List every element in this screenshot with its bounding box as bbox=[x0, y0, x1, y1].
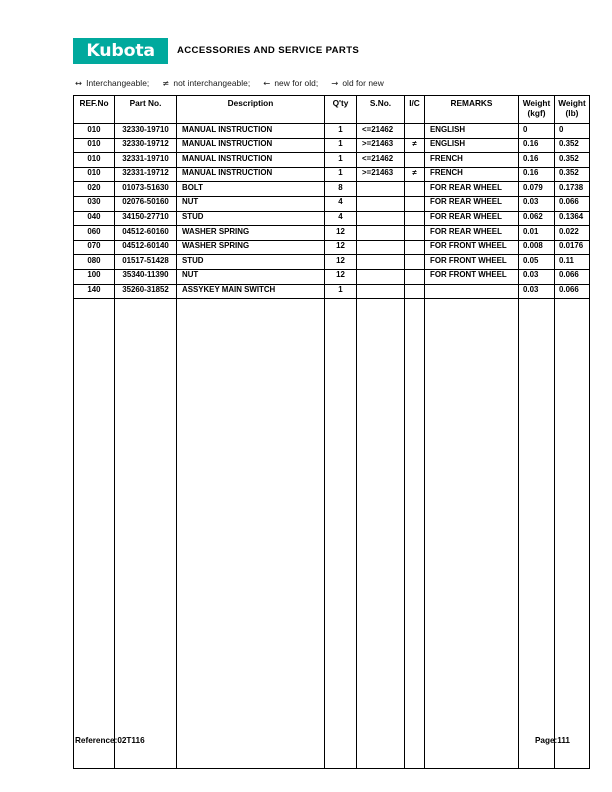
cell-part-no: 04512-60140 bbox=[115, 240, 177, 255]
column-header-description-label: Description bbox=[227, 98, 274, 108]
cell-empty bbox=[325, 299, 357, 769]
cell-ref-no: 070 bbox=[74, 240, 115, 255]
table-header-row bbox=[74, 96, 590, 124]
column-header-s-no-label: S.No. bbox=[369, 98, 392, 108]
cell-ref-no: 010 bbox=[74, 138, 115, 153]
cell-ic bbox=[405, 196, 425, 211]
cell-qty: 1 bbox=[325, 138, 357, 153]
cell-weight-lb: 0.1364 bbox=[555, 211, 590, 226]
table-row bbox=[74, 167, 590, 182]
table-row bbox=[74, 138, 590, 153]
cell-empty bbox=[74, 299, 115, 769]
cell-description: MANUAL INSTRUCTION bbox=[177, 138, 325, 153]
column-header-weight-kgf-unit: (kgf) bbox=[527, 107, 546, 118]
table-body bbox=[74, 124, 590, 769]
cell-weight-lb: 0.11 bbox=[555, 255, 590, 270]
table-row bbox=[74, 211, 590, 226]
cell-ref-no: 080 bbox=[74, 255, 115, 270]
cell-remarks: FOR FRONT WHEEL bbox=[425, 240, 519, 255]
cell-weight-lb: 0.066 bbox=[555, 269, 590, 284]
kubota-logo bbox=[73, 38, 168, 64]
cell-ref-no: 140 bbox=[74, 284, 115, 299]
cell-weight-lb: 0.022 bbox=[555, 226, 590, 241]
table-row bbox=[74, 284, 590, 299]
cell-ic bbox=[405, 153, 425, 168]
column-header-remarks bbox=[425, 96, 519, 124]
cell-s-no: <=21462 bbox=[357, 153, 405, 168]
cell-part-no: 32330-19712 bbox=[115, 138, 177, 153]
cell-remarks: FOR REAR WHEEL bbox=[425, 211, 519, 226]
table-row bbox=[74, 182, 590, 197]
cell-remarks: FOR FRONT WHEEL bbox=[425, 255, 519, 270]
table-row bbox=[74, 255, 590, 270]
cell-part-no: 32330-19710 bbox=[115, 124, 177, 139]
cell-s-no bbox=[357, 240, 405, 255]
cell-remarks: FOR REAR WHEEL bbox=[425, 182, 519, 197]
interchangeable-icon: ↔ bbox=[75, 78, 83, 88]
cell-empty bbox=[115, 299, 177, 769]
footer-reference: Reference:02T116 bbox=[75, 736, 145, 745]
column-header-s-no bbox=[357, 96, 405, 124]
cell-qty: 1 bbox=[325, 153, 357, 168]
cell-weight-lb: 0.0176 bbox=[555, 240, 590, 255]
table-row bbox=[74, 269, 590, 284]
cell-remarks: FOR REAR WHEEL bbox=[425, 226, 519, 241]
cell-empty bbox=[177, 299, 325, 769]
cell-s-no bbox=[357, 211, 405, 226]
cell-description: NUT bbox=[177, 196, 325, 211]
new-for-old-icon: ← bbox=[263, 78, 271, 88]
cell-empty bbox=[405, 299, 425, 769]
cell-empty bbox=[425, 299, 519, 769]
column-header-weight-lb-label: Weight bbox=[558, 98, 586, 108]
cell-part-no: 02076-50160 bbox=[115, 196, 177, 211]
cell-weight-kgf: 0.16 bbox=[519, 138, 555, 153]
cell-ref-no: 060 bbox=[74, 226, 115, 241]
column-header-weight-kgf-label: Weight bbox=[522, 98, 551, 108]
cell-ref-no: 010 bbox=[74, 124, 115, 139]
cell-weight-lb: 0.352 bbox=[555, 167, 590, 182]
cell-weight-kgf: 0.03 bbox=[519, 196, 555, 211]
cell-part-no: 32331-19710 bbox=[115, 153, 177, 168]
cell-ic bbox=[405, 211, 425, 226]
cell-part-no: 01073-51630 bbox=[115, 182, 177, 197]
cell-ic bbox=[405, 255, 425, 270]
cell-weight-lb: 0.066 bbox=[555, 284, 590, 299]
table-filler-row bbox=[74, 299, 590, 769]
cell-description: BOLT bbox=[177, 182, 325, 197]
cell-qty: 1 bbox=[325, 167, 357, 182]
cell-weight-lb: 0.352 bbox=[555, 138, 590, 153]
cell-qty: 4 bbox=[325, 196, 357, 211]
cell-description: ASSYKEY MAIN SWITCH bbox=[177, 284, 325, 299]
cell-description: STUD bbox=[177, 255, 325, 270]
cell-qty: 12 bbox=[325, 240, 357, 255]
cell-qty: 1 bbox=[325, 284, 357, 299]
cell-weight-kgf: 0.008 bbox=[519, 240, 555, 255]
table-header bbox=[74, 96, 590, 124]
cell-s-no bbox=[357, 255, 405, 270]
cell-s-no: <=21462 bbox=[357, 124, 405, 139]
cell-s-no bbox=[357, 226, 405, 241]
cell-qty: 8 bbox=[325, 182, 357, 197]
column-header-qty bbox=[325, 96, 357, 124]
cell-weight-lb: 0.066 bbox=[555, 196, 590, 211]
cell-remarks: FOR REAR WHEEL bbox=[425, 196, 519, 211]
cell-remarks: FRENCH bbox=[425, 153, 519, 168]
cell-qty: 12 bbox=[325, 226, 357, 241]
cell-s-no bbox=[357, 182, 405, 197]
column-header-ic bbox=[405, 96, 425, 124]
cell-description: WASHER SPRING bbox=[177, 226, 325, 241]
table-row bbox=[74, 196, 590, 211]
column-header-part-no-label: Part No. bbox=[129, 98, 162, 108]
cell-s-no bbox=[357, 196, 405, 211]
old-for-new-icon: → bbox=[331, 78, 339, 88]
cell-weight-kgf: 0.03 bbox=[519, 284, 555, 299]
column-header-remarks-label: REMARKS bbox=[450, 98, 493, 108]
cell-ref-no: 100 bbox=[74, 269, 115, 284]
cell-weight-kgf: 0.079 bbox=[519, 182, 555, 197]
cell-weight-kgf: 0.16 bbox=[519, 167, 555, 182]
column-header-ic-label: I/C bbox=[409, 98, 420, 108]
cell-ref-no: 040 bbox=[74, 211, 115, 226]
cell-remarks: FOR FRONT WHEEL bbox=[425, 269, 519, 284]
legend-label-interchangeable: Interchangeable; bbox=[86, 78, 150, 88]
table-row bbox=[74, 153, 590, 168]
cell-ic: ≠ bbox=[405, 138, 425, 153]
cell-description: MANUAL INSTRUCTION bbox=[177, 167, 325, 182]
cell-s-no: >=21463 bbox=[357, 167, 405, 182]
column-header-weight-kgf bbox=[519, 96, 555, 124]
cell-s-no bbox=[357, 269, 405, 284]
cell-description: MANUAL INSTRUCTION bbox=[177, 153, 325, 168]
cell-weight-kgf: 0.062 bbox=[519, 211, 555, 226]
cell-weight-kgf: 0.03 bbox=[519, 269, 555, 284]
cell-weight-kgf: 0.05 bbox=[519, 255, 555, 270]
cell-empty bbox=[519, 299, 555, 769]
cell-description: STUD bbox=[177, 211, 325, 226]
interchange-legend bbox=[75, 78, 384, 88]
cell-part-no: 35260-31852 bbox=[115, 284, 177, 299]
cell-remarks: FRENCH bbox=[425, 167, 519, 182]
cell-part-no: 34150-27710 bbox=[115, 211, 177, 226]
column-header-description bbox=[177, 96, 325, 124]
cell-ic bbox=[405, 240, 425, 255]
cell-weight-kgf: 0.01 bbox=[519, 226, 555, 241]
cell-ref-no: 030 bbox=[74, 196, 115, 211]
cell-ic bbox=[405, 269, 425, 284]
cell-ref-no: 010 bbox=[74, 153, 115, 168]
legend-label-new-for-old: new for old; bbox=[274, 78, 319, 88]
column-header-ref-no-label: REF.No bbox=[79, 98, 109, 108]
cell-weight-lb: 0.1738 bbox=[555, 182, 590, 197]
cell-weight-kgf: 0 bbox=[519, 124, 555, 139]
page-header bbox=[73, 36, 570, 70]
cell-remarks bbox=[425, 284, 519, 299]
cell-part-no: 35340-11390 bbox=[115, 269, 177, 284]
cell-qty: 12 bbox=[325, 269, 357, 284]
column-header-qty-label: Q'ty bbox=[332, 98, 349, 108]
cell-description: NUT bbox=[177, 269, 325, 284]
legend-label-not-interchangeable: not interchangeable; bbox=[173, 78, 251, 88]
cell-qty: 12 bbox=[325, 255, 357, 270]
column-header-ref-no bbox=[74, 96, 115, 124]
not-interchangeable-icon: ≠ bbox=[162, 78, 170, 88]
cell-qty: 4 bbox=[325, 211, 357, 226]
cell-empty bbox=[555, 299, 590, 769]
page-title: ACCESSORIES AND SERVICE PARTS bbox=[177, 45, 360, 56]
cell-remarks: ENGLISH bbox=[425, 138, 519, 153]
cell-s-no: >=21463 bbox=[357, 138, 405, 153]
cell-weight-kgf: 0.16 bbox=[519, 153, 555, 168]
table-row bbox=[74, 240, 590, 255]
cell-ic bbox=[405, 226, 425, 241]
cell-ref-no: 020 bbox=[74, 182, 115, 197]
cell-part-no: 01517-51428 bbox=[115, 255, 177, 270]
parts-table bbox=[73, 95, 590, 769]
column-header-weight-lb bbox=[555, 96, 590, 124]
cell-weight-lb: 0.352 bbox=[555, 153, 590, 168]
column-header-part-no bbox=[115, 96, 177, 124]
cell-ic bbox=[405, 182, 425, 197]
cell-description: MANUAL INSTRUCTION bbox=[177, 124, 325, 139]
cell-ic bbox=[405, 284, 425, 299]
cell-remarks: ENGLISH bbox=[425, 124, 519, 139]
cell-ic bbox=[405, 124, 425, 139]
column-header-weight-lb-unit: (lb) bbox=[565, 107, 579, 118]
footer-page-number: Page:111 bbox=[534, 736, 570, 745]
cell-part-no: 32331-19712 bbox=[115, 167, 177, 182]
cell-description: WASHER SPRING bbox=[177, 240, 325, 255]
table-row bbox=[74, 226, 590, 241]
cell-qty: 1 bbox=[325, 124, 357, 139]
legend-label-old-for-new: old for new bbox=[342, 78, 384, 88]
cell-weight-lb: 0 bbox=[555, 124, 590, 139]
cell-part-no: 04512-60160 bbox=[115, 226, 177, 241]
cell-ic: ≠ bbox=[405, 167, 425, 182]
table-row bbox=[74, 124, 590, 139]
kubota-logo-text: Kubota bbox=[86, 40, 155, 61]
cell-s-no bbox=[357, 284, 405, 299]
cell-ref-no: 010 bbox=[74, 167, 115, 182]
cell-empty bbox=[357, 299, 405, 769]
